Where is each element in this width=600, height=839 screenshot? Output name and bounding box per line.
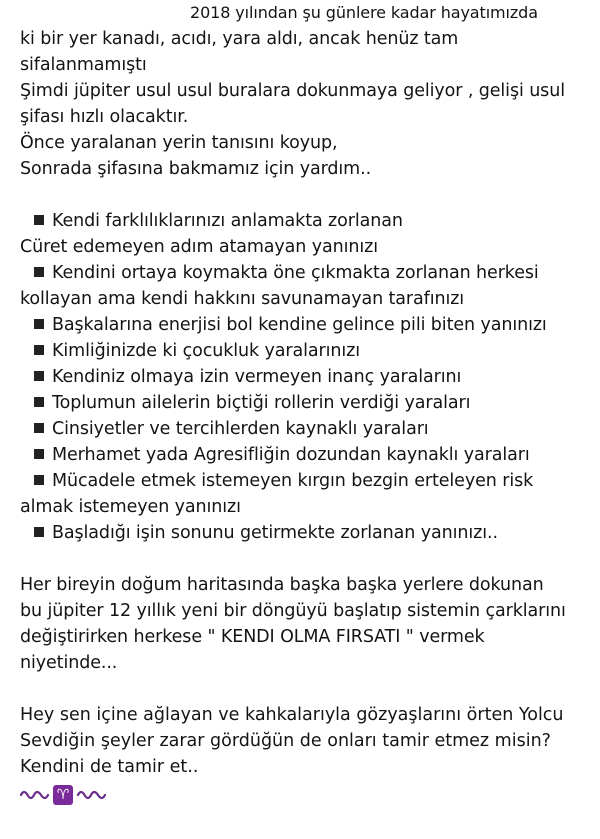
paragraph3-line-2: Sevdiğin şeyler zarar gördüğün de onları tamir etmez misin?: [20, 731, 551, 751]
bullet-continuation: almak istemeyen yanınızı: [20, 497, 241, 517]
signature-emoji: [20, 782, 595, 808]
intro-line-6: Önce yaralanan yerin tanısını koyup,: [20, 133, 338, 153]
bullet-text: Kimliğinizde ki çocukluk yaralarınızı: [52, 341, 360, 361]
intro-line-2: ki bir yer kanadı, acıdı, yara aldı, ancak henüz tam: [20, 29, 459, 49]
bullet-item: [20, 312, 595, 338]
post-body: [20, 0, 595, 808]
intro-line-5: şifası hızlı olacaktır.: [20, 107, 189, 127]
bullet-text: Merhamet yada Agresifliğin dozundan kaynaklı yaraları: [52, 445, 530, 465]
bullet-text: Kendini ortaya koymakta öne çıkmakta zorlanan herkesi: [52, 263, 539, 283]
bullet-text: Toplumun ailelerin biçtiği rollerin verdiği yaraları: [52, 393, 471, 413]
square-bullet-icon: [34, 215, 44, 225]
bullet-item: [20, 520, 595, 546]
intro-line-7: Sonrada şifasına bakmamız için yardım..: [20, 159, 372, 179]
paragraph3-line-1: Hey sen içine ağlayan ve kahkalarıyla gözyaşlarını örten Yolcu: [20, 705, 564, 725]
bullet-item: [20, 416, 595, 442]
square-bullet-icon: [34, 345, 44, 355]
square-bullet-icon: [34, 527, 44, 537]
bullet-text: Kendiniz olmaya izin vermeyen inanç yaralarını: [52, 367, 462, 387]
intro-line-4: Şimdi jüpiter usul usul buralara dokunmaya geliyor , gelişi usul: [20, 81, 565, 101]
intro-line-3: sifalanmamıştı: [20, 55, 147, 75]
bullet-text: Mücadele etmek istemeyen kırgın bezgin erteleyen risk: [52, 471, 534, 491]
paragraph-gap: [20, 182, 595, 208]
intro-line-1: 2018 yılından şu günlere kadar hayatımızda: [190, 3, 538, 22]
bullet-item: [20, 442, 595, 468]
bullet-text: Cinsiyetler ve tercihlerden kaynaklı yaraları: [52, 419, 429, 439]
bullet-text: Kendi farklılıklarınızı anlamakta zorlanan: [52, 211, 403, 231]
paragraph2-line-4: niyetinde...: [20, 653, 118, 673]
paragraph2-line-1: Her bireyin doğum haritasında başka başka yerlere dokunan: [20, 575, 544, 595]
bullet-continuation: kollayan ama kendi hakkını savunamayan tarafınızı: [20, 289, 465, 309]
bullet-item: [20, 260, 595, 286]
bullet-item: [20, 390, 595, 416]
square-bullet-icon: [34, 319, 44, 329]
bullet-item: [20, 468, 595, 494]
bullet-item: [20, 208, 595, 234]
paragraph2-line-3: değiştirirken herkese " KENDI OLMA FIRSATI " vermek: [20, 627, 485, 647]
bullet-item: [20, 364, 595, 390]
wave-icon: [76, 788, 106, 802]
bullet-text: Başkalarına enerjisi bol kendine gelince pili biten yanınızı: [52, 315, 547, 335]
square-bullet-icon: [34, 449, 44, 459]
paragraph3-line-3: Kendini de tamir et..: [20, 757, 199, 777]
bullet-item: [20, 338, 595, 364]
bullet-text: Başladığı işin sonunu getirmekte zorlanan yanınızı..: [52, 523, 498, 543]
square-bullet-icon: [34, 475, 44, 485]
bullet-continuation: Cüret edemeyen adım atamayan yanınızı: [20, 237, 378, 257]
wave-icon: [20, 788, 50, 802]
paragraph-gap: [20, 546, 595, 572]
paragraph-gap: [20, 676, 595, 702]
square-bullet-icon: [34, 371, 44, 381]
square-bullet-icon: [34, 267, 44, 277]
paragraph2-line-2: bu jüpiter 12 yıllık yeni bir döngüyü başlatıp sistemin çarklarını: [20, 601, 566, 621]
square-bullet-icon: [34, 423, 44, 433]
aries-icon: ♈: [53, 785, 73, 805]
square-bullet-icon: [34, 397, 44, 407]
